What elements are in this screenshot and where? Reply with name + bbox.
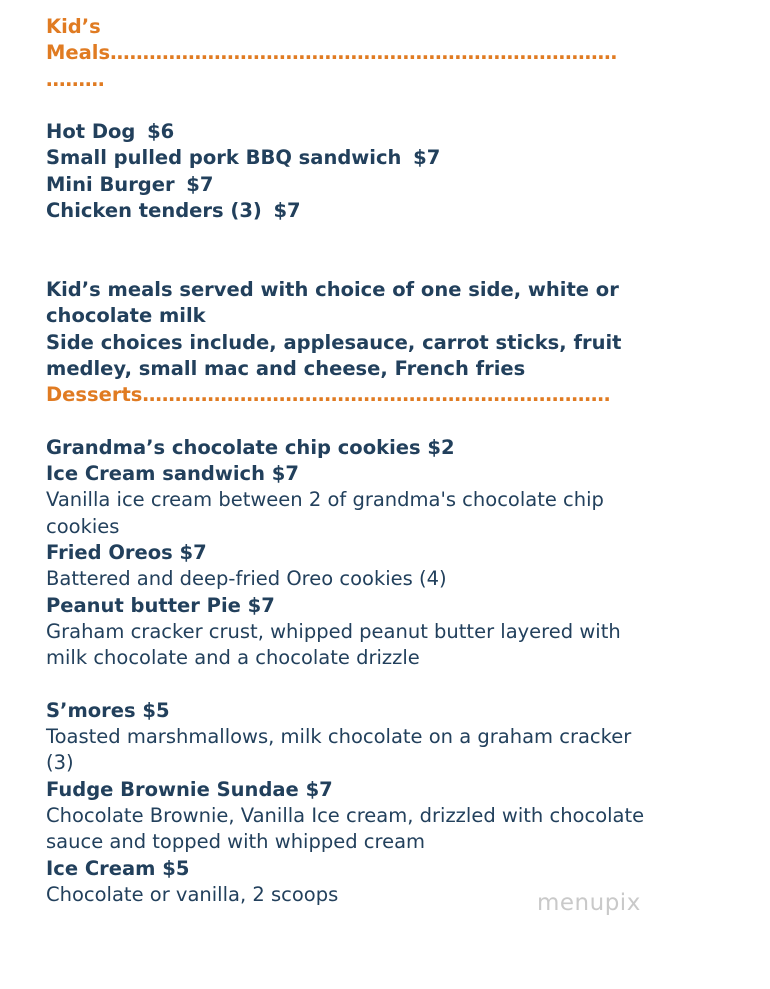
dessert-description: Toasted marshmallows, milk chocolate on a graham cracker <box>46 725 632 749</box>
dessert-description: (3) <box>46 751 74 775</box>
menu-page <box>46 14 736 908</box>
kids-item <box>46 198 736 224</box>
dessert-description: sauce and topped with whipped cream <box>46 830 426 854</box>
menupix-watermark: menupix <box>537 890 641 916</box>
dessert-title: S’mores $5 <box>46 698 170 722</box>
item-name: Small pulled pork BBQ sandwich <box>46 146 402 170</box>
item-price: $7 <box>186 172 214 196</box>
kids-sides-line: medley, small mac and cheese, French fries <box>46 356 526 380</box>
item-name: Chicken tenders (3) <box>46 199 262 223</box>
dessert-description: milk chocolate and a chocolate drizzle <box>46 646 420 670</box>
item-price: $6 <box>147 120 175 144</box>
kids-note-line: Kid’s meals served with choice of one side, white or <box>46 277 619 301</box>
kids-meals-heading-dots: Meals…………………………………………………………………… <box>46 41 618 65</box>
kids-item <box>46 119 736 145</box>
kids-item <box>46 172 736 198</box>
dessert-title: Ice Cream $5 <box>46 856 190 880</box>
kids-meals-heading-dots-cont: ……… <box>46 67 105 91</box>
dessert-description: Battered and deep-fried Oreo cookies (4) <box>46 567 447 591</box>
dessert-title: Grandma’s chocolate chip cookies $2 <box>46 435 455 459</box>
dessert-description: cookies <box>46 514 120 538</box>
dessert-title: Peanut butter Pie $7 <box>46 593 275 617</box>
item-price: $7 <box>413 146 441 170</box>
dessert-title: Fried Oreos $7 <box>46 540 207 564</box>
item-name: Mini Burger <box>46 172 175 196</box>
kids-note-line: chocolate milk <box>46 304 206 328</box>
dessert-description: Graham cracker crust, whipped peanut butter layered with <box>46 619 621 643</box>
dessert-description: Chocolate Brownie, Vanilla Ice cream, drizzled with chocolate <box>46 803 645 827</box>
dessert-description: Chocolate or vanilla, 2 scoops <box>46 882 339 906</box>
kids-item <box>46 145 736 171</box>
kids-meals-heading: Kid’s <box>46 15 101 38</box>
item-price: $7 <box>273 199 301 223</box>
dessert-title: Fudge Brownie Sundae $7 <box>46 777 333 801</box>
dessert-description: Vanilla ice cream between 2 of grandma's chocolate chip <box>46 488 604 512</box>
item-name: Hot Dog <box>46 120 136 144</box>
dessert-title: Ice Cream sandwich $7 <box>46 462 299 486</box>
kids-sides-line: Side choices include, applesauce, carrot sticks, fruit <box>46 330 622 354</box>
desserts-heading: Desserts……………………………………………………………… <box>46 383 611 407</box>
